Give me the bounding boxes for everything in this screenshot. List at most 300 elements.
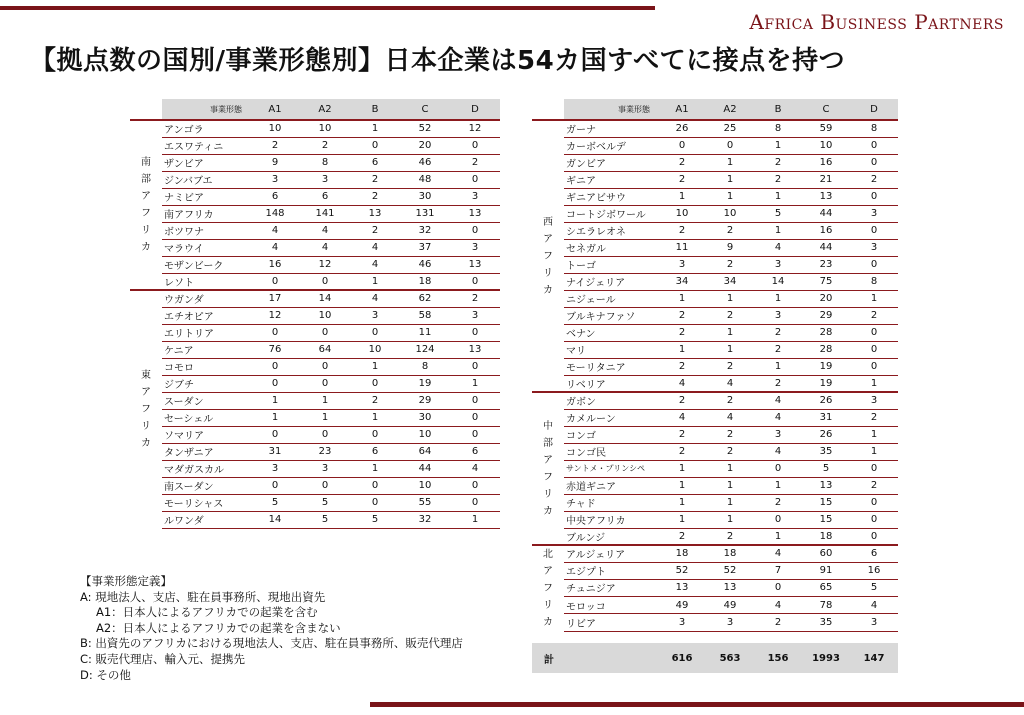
count-cell: 0 [450, 324, 500, 341]
count-cell: 2 [754, 171, 802, 188]
count-cell: 14 [754, 273, 802, 290]
table-row [130, 137, 500, 154]
count-cell: 3 [450, 188, 500, 205]
count-cell: 46 [400, 256, 450, 273]
count-cell: 29 [400, 392, 450, 409]
country-name: ジンバブエ [162, 171, 250, 188]
count-cell: 4 [754, 545, 802, 562]
count-cell: 5 [300, 511, 350, 528]
table-row [532, 256, 898, 273]
table-row [532, 528, 898, 545]
count-cell: 11 [658, 239, 706, 256]
count-cell: 34 [706, 273, 754, 290]
count-cell: 1 [350, 460, 400, 477]
table-row [532, 120, 898, 137]
count-cell: 34 [658, 273, 706, 290]
table-row [130, 375, 500, 392]
country-name: コートジボワール [564, 205, 658, 222]
table-row [532, 222, 898, 239]
region-name: 南部アフリカ [141, 157, 151, 253]
count-cell: 2 [850, 307, 898, 324]
column-header: B [754, 99, 802, 120]
table-row [130, 222, 500, 239]
count-cell: 4 [300, 239, 350, 256]
count-cell: 4 [754, 239, 802, 256]
count-cell: 5 [850, 579, 898, 596]
count-cell: 0 [754, 511, 802, 528]
count-cell: 1 [754, 222, 802, 239]
count-cell: 13 [350, 205, 400, 222]
count-cell: 37 [400, 239, 450, 256]
count-cell: 20 [802, 290, 850, 307]
count-cell: 13 [450, 256, 500, 273]
definition-line: A1：日本人によるアフリカでの起業を含む [96, 605, 318, 620]
count-cell: 60 [802, 545, 850, 562]
country-name: ベナン [564, 324, 658, 341]
region-label [130, 290, 162, 528]
count-cell: 0 [850, 137, 898, 154]
count-cell: 2 [706, 528, 754, 545]
region-label [532, 392, 564, 545]
country-name: ザンビア [162, 154, 250, 171]
count-cell: 3 [850, 614, 898, 631]
count-cell: 148 [250, 205, 300, 222]
table-header-row [130, 99, 500, 120]
count-cell: 78 [802, 597, 850, 614]
count-cell: 1 [350, 358, 400, 375]
table-row [532, 307, 898, 324]
table-row [532, 290, 898, 307]
count-cell: 12 [450, 120, 500, 137]
total-cell: 1993 [802, 643, 850, 673]
count-cell: 32 [400, 222, 450, 239]
total-row [532, 643, 898, 673]
count-cell: 2 [350, 222, 400, 239]
table-row [130, 120, 500, 137]
count-cell: 1 [658, 188, 706, 205]
count-cell: 0 [350, 375, 400, 392]
count-cell: 28 [802, 341, 850, 358]
table-row [532, 239, 898, 256]
country-name: エリトリア [162, 324, 250, 341]
count-cell: 15 [802, 511, 850, 528]
total-cell: 563 [706, 643, 754, 673]
count-cell: 1 [300, 392, 350, 409]
count-cell: 13 [802, 477, 850, 494]
table-row [532, 171, 898, 188]
count-cell: 1 [754, 358, 802, 375]
count-cell: 21 [802, 171, 850, 188]
count-cell: 0 [450, 494, 500, 511]
country-name: 南スーダン [162, 477, 250, 494]
count-cell: 1 [754, 528, 802, 545]
count-cell: 5 [754, 205, 802, 222]
total-cell: 156 [754, 643, 802, 673]
count-cell: 75 [802, 273, 850, 290]
country-name: カメルーン [564, 409, 658, 426]
country-name: ブルンジ [564, 528, 658, 545]
country-name: ニジェール [564, 290, 658, 307]
region-label [532, 120, 564, 392]
count-cell: 20 [400, 137, 450, 154]
count-cell: 25 [706, 120, 754, 137]
count-cell: 5 [802, 460, 850, 477]
country-name: スーダン [162, 392, 250, 409]
count-cell: 0 [350, 426, 400, 443]
count-cell: 0 [850, 528, 898, 545]
count-cell: 2 [350, 171, 400, 188]
count-cell: 1 [754, 137, 802, 154]
country-name: ブルキナファソ [564, 307, 658, 324]
total-cell: 616 [658, 643, 706, 673]
count-cell: 0 [850, 460, 898, 477]
count-cell: 2 [850, 409, 898, 426]
country-name: トーゴ [564, 256, 658, 273]
total-cell: 147 [850, 643, 898, 673]
count-cell: 18 [802, 528, 850, 545]
count-cell: 1 [250, 392, 300, 409]
count-cell: 10 [802, 137, 850, 154]
count-cell: 1 [450, 375, 500, 392]
country-name: セーシェル [162, 409, 250, 426]
count-cell: 1 [250, 409, 300, 426]
country-name: ウガンダ [162, 290, 250, 307]
country-name: マリ [564, 341, 658, 358]
count-cell: 0 [450, 409, 500, 426]
region-label [532, 545, 564, 631]
count-cell: 1 [658, 460, 706, 477]
count-cell: 10 [350, 341, 400, 358]
count-cell: 2 [658, 528, 706, 545]
table-row [532, 494, 898, 511]
total-label: 計 [532, 643, 658, 673]
count-cell: 1 [850, 290, 898, 307]
table-row [532, 614, 898, 631]
count-cell: 124 [400, 341, 450, 358]
definition-line: D: その他 [80, 667, 131, 682]
definition-line: C: 販売代理店、輸入元、提携先 [80, 651, 246, 666]
count-cell: 5 [250, 494, 300, 511]
header-spacer [532, 99, 564, 120]
country-name: ケニア [162, 341, 250, 358]
count-cell: 1 [450, 511, 500, 528]
count-cell: 2 [706, 307, 754, 324]
count-cell: 16 [250, 256, 300, 273]
count-cell: 6 [300, 188, 350, 205]
count-cell: 2 [300, 137, 350, 154]
table-row [532, 579, 898, 596]
country-name: マラウイ [162, 239, 250, 256]
definition-line: B: 出資先のアフリカにおける現地法人、支店、駐在員事務所、販売代理店 [80, 636, 463, 651]
country-name: アンゴラ [162, 120, 250, 137]
table-row [130, 392, 500, 409]
column-header: A2 [706, 99, 754, 120]
country-name: アルジェリア [564, 545, 658, 562]
table-row [532, 392, 898, 409]
right-country-table [532, 99, 898, 673]
count-cell: 11 [400, 324, 450, 341]
count-cell: 3 [450, 239, 500, 256]
count-cell: 3 [250, 171, 300, 188]
count-cell: 30 [400, 409, 450, 426]
count-cell: 0 [850, 154, 898, 171]
count-cell: 0 [450, 137, 500, 154]
header-label: 事業形態 [564, 99, 658, 120]
count-cell: 65 [802, 579, 850, 596]
count-cell: 2 [658, 222, 706, 239]
count-cell: 4 [754, 597, 802, 614]
count-cell: 7 [754, 562, 802, 579]
column-header: D [850, 99, 898, 120]
table-row [532, 205, 898, 222]
table-row [532, 137, 898, 154]
count-cell: 2 [706, 358, 754, 375]
count-cell: 1 [706, 188, 754, 205]
count-cell: 2 [706, 392, 754, 409]
count-cell: 16 [802, 154, 850, 171]
count-cell: 8 [754, 120, 802, 137]
count-cell: 16 [802, 222, 850, 239]
count-cell: 4 [300, 222, 350, 239]
count-cell: 91 [802, 562, 850, 579]
count-cell: 0 [300, 477, 350, 494]
count-cell: 28 [802, 324, 850, 341]
count-cell: 0 [450, 171, 500, 188]
count-cell: 13 [450, 205, 500, 222]
count-cell: 32 [400, 511, 450, 528]
count-cell: 18 [658, 545, 706, 562]
count-cell: 3 [450, 307, 500, 324]
count-cell: 19 [400, 375, 450, 392]
table-header-row [532, 99, 898, 120]
count-cell: 10 [706, 205, 754, 222]
count-cell: 55 [400, 494, 450, 511]
count-cell: 13 [802, 188, 850, 205]
table-row [532, 443, 898, 460]
country-name: リビア [564, 614, 658, 631]
country-name: ガンビア [564, 154, 658, 171]
count-cell: 10 [300, 307, 350, 324]
count-cell: 0 [300, 358, 350, 375]
count-cell: 3 [754, 426, 802, 443]
count-cell: 0 [450, 426, 500, 443]
count-cell: 2 [850, 171, 898, 188]
count-cell: 16 [850, 562, 898, 579]
count-cell: 0 [658, 137, 706, 154]
count-cell: 2 [450, 290, 500, 307]
count-cell: 0 [850, 358, 898, 375]
count-cell: 76 [250, 341, 300, 358]
top-accent-bar [0, 6, 655, 10]
count-cell: 18 [400, 273, 450, 290]
count-cell: 1 [706, 511, 754, 528]
count-cell: 8 [300, 154, 350, 171]
country-name: 中央アフリカ [564, 511, 658, 528]
table-row [130, 273, 500, 290]
country-name: モロッコ [564, 597, 658, 614]
count-cell: 44 [400, 460, 450, 477]
table-row [532, 154, 898, 171]
country-name: レソト [162, 273, 250, 290]
count-cell: 0 [850, 511, 898, 528]
count-cell: 35 [802, 614, 850, 631]
count-cell: 3 [250, 460, 300, 477]
count-cell: 1 [350, 273, 400, 290]
country-name: コンゴ民 [564, 443, 658, 460]
count-cell: 15 [802, 494, 850, 511]
count-cell: 0 [250, 477, 300, 494]
table-row [532, 273, 898, 290]
page-title: 【拠点数の国別/事業形態別】日本企業は54カ国すべてに接点を持つ [30, 46, 846, 76]
count-cell: 5 [300, 494, 350, 511]
count-cell: 58 [400, 307, 450, 324]
count-cell: 0 [350, 137, 400, 154]
count-cell: 1 [658, 494, 706, 511]
table-row [130, 154, 500, 171]
count-cell: 2 [754, 614, 802, 631]
count-cell: 0 [250, 358, 300, 375]
column-header: C [400, 99, 450, 120]
table-row [130, 494, 500, 511]
count-cell: 30 [400, 188, 450, 205]
count-cell: 2 [754, 375, 802, 392]
table-row [130, 290, 500, 307]
count-cell: 1 [706, 341, 754, 358]
table-row [532, 545, 898, 562]
count-cell: 13 [706, 579, 754, 596]
count-cell: 4 [250, 222, 300, 239]
count-cell: 2 [754, 324, 802, 341]
country-name: コモロ [162, 358, 250, 375]
table-row [130, 239, 500, 256]
table-row [532, 426, 898, 443]
country-name: ボツワナ [162, 222, 250, 239]
table-row [532, 562, 898, 579]
count-cell: 0 [850, 494, 898, 511]
count-cell: 2 [754, 341, 802, 358]
count-cell: 4 [658, 375, 706, 392]
count-cell: 10 [250, 120, 300, 137]
count-cell: 9 [250, 154, 300, 171]
count-cell: 2 [706, 256, 754, 273]
column-header: B [350, 99, 400, 120]
count-cell: 18 [706, 545, 754, 562]
country-name: チュニジア [564, 579, 658, 596]
count-cell: 1 [706, 290, 754, 307]
region-label [130, 120, 162, 290]
column-header: A2 [300, 99, 350, 120]
brand-logo-text: Africa Business Partners [749, 10, 1004, 34]
count-cell: 0 [300, 324, 350, 341]
country-name: ギニアビサウ [564, 188, 658, 205]
count-cell: 2 [658, 443, 706, 460]
count-cell: 1 [300, 409, 350, 426]
count-cell: 0 [250, 273, 300, 290]
count-cell: 0 [850, 222, 898, 239]
country-name: ナミビア [162, 188, 250, 205]
count-cell: 1 [706, 171, 754, 188]
column-header: C [802, 99, 850, 120]
country-name: カーボベルデ [564, 137, 658, 154]
count-cell: 2 [350, 392, 400, 409]
country-name: リベリア [564, 375, 658, 392]
count-cell: 3 [850, 205, 898, 222]
table-row [532, 597, 898, 614]
definition-line: A2：日本人によるアフリカでの起業を含まない [96, 620, 341, 635]
left-country-table [130, 99, 500, 529]
country-name: タンザニア [162, 443, 250, 460]
region-name: 中部アフリカ [543, 420, 553, 517]
count-cell: 26 [658, 120, 706, 137]
count-cell: 44 [802, 205, 850, 222]
country-name: ソマリア [162, 426, 250, 443]
count-cell: 4 [754, 443, 802, 460]
count-cell: 2 [850, 477, 898, 494]
count-cell: 0 [754, 460, 802, 477]
count-cell: 26 [802, 392, 850, 409]
spacer-row [532, 631, 898, 643]
count-cell: 3 [850, 392, 898, 409]
count-cell: 19 [802, 358, 850, 375]
count-cell: 0 [850, 324, 898, 341]
count-cell: 0 [450, 222, 500, 239]
count-cell: 52 [400, 120, 450, 137]
count-cell: 13 [450, 341, 500, 358]
header-label: 事業形態 [162, 99, 250, 120]
count-cell: 0 [350, 494, 400, 511]
count-cell: 0 [250, 426, 300, 443]
count-cell: 3 [706, 614, 754, 631]
count-cell: 1 [706, 324, 754, 341]
count-cell: 1 [706, 494, 754, 511]
count-cell: 59 [802, 120, 850, 137]
country-name: エジプト [564, 562, 658, 579]
business-type-definitions [80, 574, 463, 683]
count-cell: 23 [300, 443, 350, 460]
count-cell: 5 [350, 511, 400, 528]
count-cell: 2 [658, 171, 706, 188]
count-cell: 10 [400, 426, 450, 443]
count-cell: 0 [706, 137, 754, 154]
count-cell: 64 [300, 341, 350, 358]
count-cell: 48 [400, 171, 450, 188]
count-cell: 0 [250, 324, 300, 341]
count-cell: 1 [706, 477, 754, 494]
count-cell: 2 [706, 426, 754, 443]
country-name: ギニア [564, 171, 658, 188]
count-cell: 2 [450, 154, 500, 171]
table-row [130, 256, 500, 273]
count-cell: 4 [706, 409, 754, 426]
count-cell: 0 [350, 324, 400, 341]
table-row [532, 477, 898, 494]
count-cell: 8 [850, 273, 898, 290]
country-name: モーリタニア [564, 358, 658, 375]
count-cell: 4 [754, 409, 802, 426]
count-cell: 6 [850, 545, 898, 562]
table-row [130, 205, 500, 222]
count-cell: 0 [450, 477, 500, 494]
table-row [532, 358, 898, 375]
count-cell: 4 [350, 239, 400, 256]
country-name: 赤道ギニア [564, 477, 658, 494]
count-cell: 4 [450, 460, 500, 477]
count-cell: 0 [450, 273, 500, 290]
count-cell: 62 [400, 290, 450, 307]
count-cell: 3 [658, 256, 706, 273]
count-cell: 10 [658, 205, 706, 222]
count-cell: 3 [300, 171, 350, 188]
